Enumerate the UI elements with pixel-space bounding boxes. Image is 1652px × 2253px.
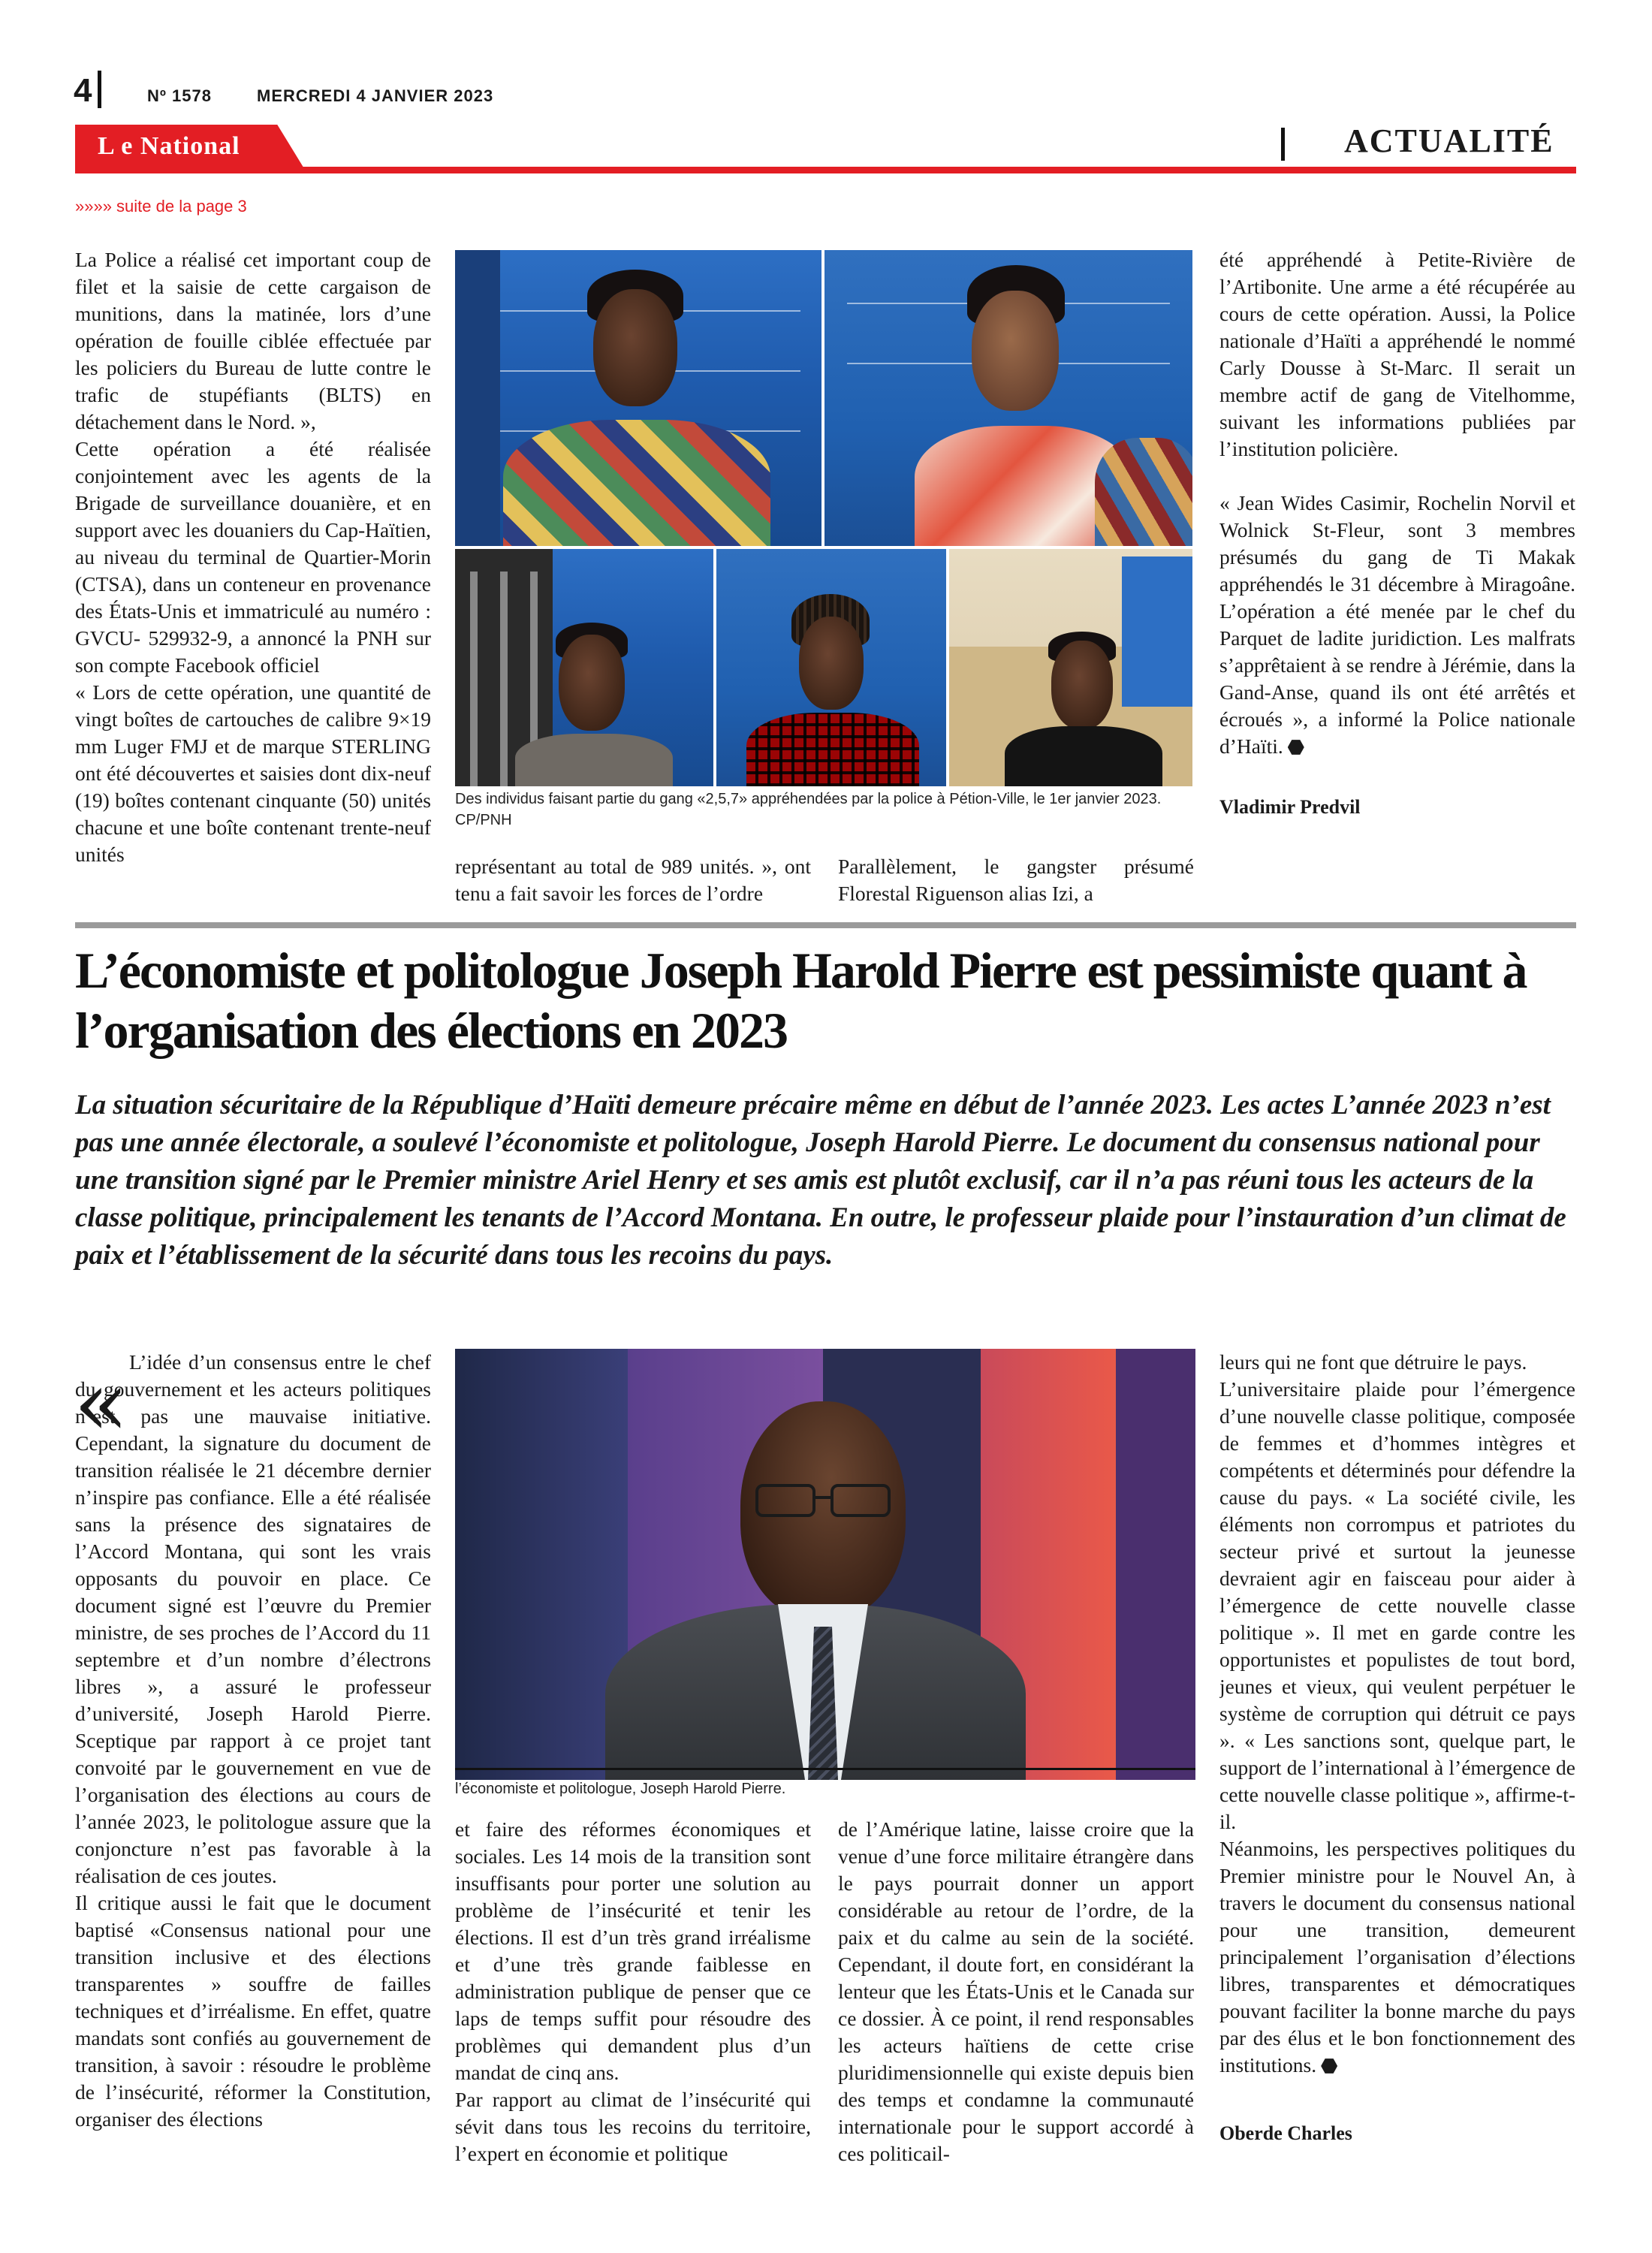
top-article-column-3 <box>838 853 1194 907</box>
paragraph: Parallèlement, le gangster présumé Florestal Riguenson alias Izi, a <box>838 855 1194 905</box>
top-article-column-2 <box>455 853 811 907</box>
paragraph: représentant au total de 989 unités. », ont tenu a fait savoir les forces de l’ordre <box>455 855 811 905</box>
article-lead: La situation sécuritaire de la République d’Haïti demeure précaire même en début de l’année 2023. Les actes L’année 2023 n’est pas une année électorale, a soulevé l’économiste et politologue, Joseph Harold Pierre. Le document du consensus national pour une transition signé par le Premier ministre Ariel Henry et ses amis est plutôt exclusif, car il n’a pas réuni tous les acteurs de la classe politique, principalement les tenants de l’Accord Montana. En outre, le professeur plaide pour l’instauration d’un climat de paix et l’établissement de la sécurité dans tous les recoins du pays. <box>75 1090 1566 1271</box>
issue-number: Nº 1578 <box>147 86 212 105</box>
paragraph: et faire des réformes économiques et sociales. Les 14 mois de la transition sont insuffisants pour porter une solution au problème de l’insécurité et tenir les élections. Il est d’un très grand irréalisme et d’une très grande faiblesse en administration publique de penser que ce laps de temps suffit pour résoudre des problèmes qui demandent plus d’un mandat de cinq ans. <box>455 1817 811 2084</box>
article-separator <box>75 922 1576 928</box>
paragraph <box>1219 1835 1575 2079</box>
main-article-column-3 <box>838 1816 1194 2184</box>
page-number: 4 <box>74 72 92 109</box>
main-article-column-4 <box>1219 1349 1575 2100</box>
headline: L’économiste et politologue Joseph Harold Pierre est pessimiste quant à l’organisation des élections en 2023 <box>75 942 1527 1059</box>
suspect-photo-2 <box>824 250 1192 546</box>
end-of-article-icon <box>1321 2058 1337 2074</box>
paragraph: L’universitaire plaide pour l’émergence d’une nouvelle classe politique, composée de femmes et d’hommes intègres et compétents et déterminés pour défendre la cause du pays. « La société civile, les éléments non corrompus et patriotes du secteur privé et surtout la jeunesse devraient agir en faisceau pour aider à l’émergence de cette nouvelle classe politique ». Il met en garde contre les opportunistes et populistes de tout bord, jeunes et vieux, qui veulent perpétuer le système de corruption qui détruit ce pays ». « Les sanctions sont, quelque part, le support de l’international à l’émergence de cette nouvelle classe politique », affirme-t-il. <box>1219 1377 1575 1833</box>
section-divider <box>1281 128 1285 161</box>
suspect-photo-3 <box>455 549 713 786</box>
paragraph: Cette opération a été réalisée conjointement avec les agents de la Brigade de surveillance douanière, et en support avec les douaniers du Cap-Haïtien, au niveau du terminal de Quartier-Morin (CTSA), dans un conteneur en provenance des États-Unis et immatriculé au numéro : GVCU- 529932-9, a annoncé la PNH sur son compte Facebook officiel <box>75 437 431 677</box>
suspect-photo-5 <box>949 549 1192 786</box>
paragraph: Par rapport au climat de l’insécurité qui sévit dans tous les recoins du territoire, l’expert en économie et politique <box>455 2088 811 2165</box>
main-article-author: Oberde Charles <box>1219 2122 1352 2144</box>
paragraph: « Lors de cette opération, une quantité de vingt boîtes de cartouches de calibre 9×19 mm Luger FMJ et de marque STERLING ont été découvertes et saisies dont dix-neuf (19) boîtes contenant cinquante (50) unités chacune et une boîte contenant trente-neuf unités <box>75 680 431 866</box>
top-article-column-4 <box>1219 246 1575 783</box>
end-of-article-icon <box>1288 739 1304 756</box>
section-title: ACTUALITÉ <box>1344 122 1554 159</box>
main-article-column-1 <box>75 1349 431 2182</box>
brand-name: L e National <box>98 132 240 160</box>
top-article-author: Vladimir Predvil <box>1219 796 1361 818</box>
main-article-column-2 <box>455 1816 811 2184</box>
portrait-caption: l’économiste et politologue, Joseph Harold Pierre. <box>455 1781 786 1797</box>
quote-mark-icon: « <box>74 1352 129 1456</box>
paragraph <box>1219 490 1575 760</box>
joseph-harold-pierre-photo <box>455 1349 1195 1780</box>
continued-from-label: »»»» suite de la page 3 <box>75 197 247 216</box>
paragraph: de l’Amérique latine, laisse croire que la venue d’une force militaire étrangère dans le pays pourrait donner un apport considérable au retour de l’ordre, de la paix et du calme au sein de la société. Cependant, il doute fort, en considérant la lenteur que les États-Unis et le Canada sur ce dossier. À ce point, il rend responsables les acteurs haïtiens de cette crise pluridimensionnelle qui existe depuis bien des temps et condamne la communauté internationale pour le support accordé à ces politicail- <box>838 1817 1194 2165</box>
paragraph-text: « Jean Wides Casimir, Rochelin Norvil et Wolnick St-Fleur, sont 3 membres présumés du gang de Ti Makak appréhendés le 31 décembre à Miragoâne. L’opération a été menée par le chef du Parquet de ladite juridiction. Les malfrats s’apprêtaient à se rendre à Jérémie, dans la Gand-Anse, quand ils ont été arrêtés et écroués », a informé la Police nationale d’Haïti. <box>1219 491 1575 758</box>
issue-date: MERCREDI 4 JANVIER 2023 <box>257 86 494 105</box>
top-photo-caption: Des individus faisant partie du gang «2,5,7» appréhendées par la police à Pétion-Ville, le 1er janvier 2023. CP/PNH <box>455 791 1162 828</box>
paragraph: Il critique aussi le fait que le document baptisé «Consensus national pour une transition inclusive et des élections transparentes » souffre de failles techniques et d’irréalisme. En effet, quatre mandats sont confiés au gouvernement de transition, à savoir : résoudre le problème de l’insécurité, réformer la Constitution, organiser des élections <box>75 1891 431 2131</box>
suspect-photo-4 <box>716 549 946 786</box>
paragraph: La Police a réalisé cet important coup de filet et la saisie de cette cargaison de munitions, dans la matinée, lors d’une opération de fouille ciblée effectuée par les policiers du Bureau de lutte contre le trafic de stupéfiants (BLTS) en détachement dans le Nord. », <box>75 248 431 433</box>
suspect-photo-1 <box>455 250 821 546</box>
paragraph: L’idée d’un consensus entre le chef du gouvernement et les acteurs politiques n’est pas une mauvaise initiative. Cependant, la signature du document de transition réalisée le 21 décembre dernier n’inspire pas confiance. Elle a été réalisée sans la présence des signataires de l’Accord Montana, qui sont les vrais opposants du pouvoir en place. Ce document signé est l’œuvre du Premier ministre, de ses proches de l’Accord du 11 septembre et d’un nombre d’électrons libres », a assuré le professeur d’université, Joseph Harold Pierre. Sceptique par rapport à ce projet tant convoité par le gouvernement en vue de l’organisation des élections au cours de l’année 2023, le politologue assure que la conjoncture n’est pas favorable à la réalisation de ces joutes. <box>75 1350 431 1887</box>
page-number-divider <box>98 71 101 108</box>
top-article-column-1 <box>75 246 431 906</box>
paragraph-text: Néanmoins, les perspectives politiques du Premier ministre pour le Nouvel An, à travers le document du consensus national pour une transition, demeurent principalement l’organisation d’élections libres, transparentes et démocratiques pouvant faciliter la bonne marche du pays par des élus et le bon fonctionnement des institutions. <box>1219 1837 1575 2077</box>
paragraph: leurs qui ne font que détruire le pays. <box>1219 1350 1527 1374</box>
header-rule <box>75 167 1576 173</box>
paragraph: été appréhendé à Petite-Rivière de l’Artibonite. Une arme a été récupérée au cours de cette opération. Aussi, la Police nationale d’Haïti a appréhendé le nommé Carly Dousse à St-Marc. Il serait un membre actif de gang de Vitelhomme, suivant les informations publiées par l’institution policière. <box>1219 248 1575 460</box>
